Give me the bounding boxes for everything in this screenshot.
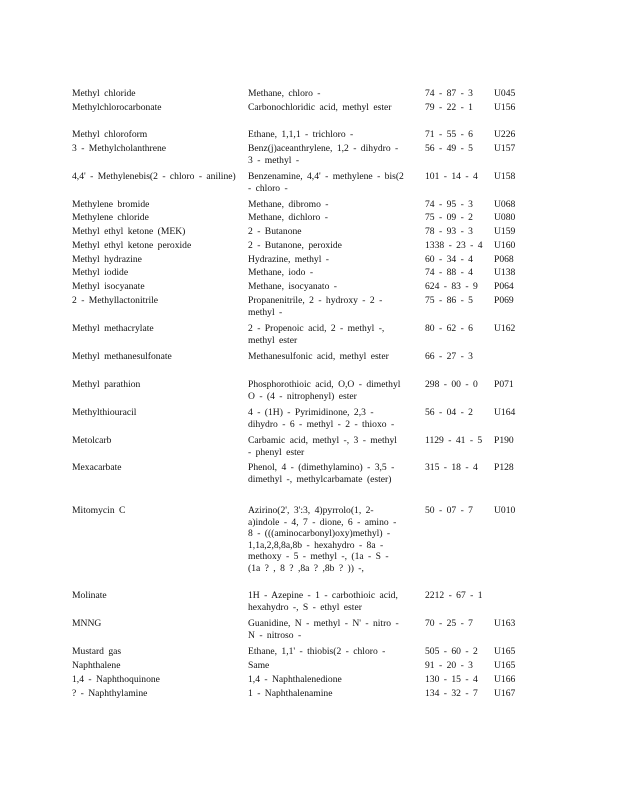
chemical-synonym: Ethane, 1,1' - thiobis(2 - chloro -: [248, 646, 386, 657]
waste-code: P069: [494, 295, 514, 306]
waste-code: U159: [494, 226, 516, 237]
chemical-synonym: 4 - (1H) - Pyrimidinone, 2,3 - dihydro - 6 - methyl - 2 - thioxo -: [248, 407, 395, 430]
chemical-name: Methyl chloroform: [72, 129, 148, 140]
cas-number: 1129 - 41 - 5: [425, 435, 483, 446]
chemical-synonym: 2 - Propenoic acid, 2 - methyl -, methyl ester: [248, 323, 385, 346]
table-row: [0, 688, 618, 728]
chemical-synonym: Methane, dibromo -: [248, 199, 329, 210]
cas-number: 298 - 00 - 0: [425, 379, 478, 390]
chemical-synonym: 1 - Naphthalenamine: [248, 688, 333, 699]
waste-code: U162: [494, 323, 516, 334]
waste-code: U045: [494, 88, 516, 99]
waste-code: P190: [494, 435, 514, 446]
cas-number: 91 - 20 - 3: [425, 660, 473, 671]
chemical-synonym: Methane, iodo -: [248, 267, 314, 278]
chemical-name: Methylene chloride: [72, 212, 149, 223]
cas-number: 56 - 04 - 2: [425, 407, 473, 418]
chemical-name: Mitomycin C: [72, 505, 126, 516]
chemical-synonym: Methane, chloro -: [248, 88, 321, 99]
cas-number: 79 - 22 - 1: [425, 102, 473, 113]
waste-code: U165: [494, 646, 516, 657]
chemical-name: Methyl iodide: [72, 267, 129, 278]
chemical-name: 1,4 - Naphthoquinone: [72, 674, 160, 685]
chemical-synonym: 1H - Azepine - 1 - carbothioic acid, hexahydro -, S - ethyl ester: [248, 590, 398, 613]
waste-code: U226: [494, 129, 516, 140]
waste-code: P064: [494, 281, 514, 292]
chemical-name: 2 - Methyllactonitrile: [72, 295, 159, 306]
cas-number: 315 - 18 - 4: [425, 462, 478, 473]
cas-number: 101 - 14 - 4: [425, 171, 478, 182]
cas-number: 75 - 86 - 5: [425, 295, 473, 306]
cas-number: 505 - 60 - 2: [425, 646, 478, 657]
cas-number: 71 - 55 - 6: [425, 129, 473, 140]
cas-number: 624 - 83 - 9: [425, 281, 478, 292]
chemical-synonym: Hydrazine, methyl -: [248, 254, 329, 265]
chemical-synonym: Carbamic acid, methyl -, 3 - methyl - phenyl ester: [248, 435, 397, 458]
waste-code: U158: [494, 171, 516, 182]
chemical-synonym: Methanesulfonic acid, methyl ester: [248, 351, 389, 362]
cas-number: 74 - 87 - 3: [425, 88, 473, 99]
chemical-name: Naphthalene: [72, 660, 121, 671]
cas-number: 70 - 25 - 7: [425, 618, 473, 629]
waste-code: P068: [494, 254, 514, 265]
waste-code: U166: [494, 674, 516, 685]
chemical-synonym: Methane, dichloro -: [248, 212, 328, 223]
waste-code: U165: [494, 660, 516, 671]
chemical-synonym: Same: [248, 660, 270, 671]
chemical-synonym: Carbonochloridic acid, methyl ester: [248, 102, 392, 113]
table-row: [0, 505, 618, 574]
waste-code: P128: [494, 462, 514, 473]
waste-code: P071: [494, 379, 514, 390]
cas-number: 56 - 49 - 5: [425, 143, 473, 154]
cas-number: 78 - 93 - 3: [425, 226, 473, 237]
waste-code: U080: [494, 212, 516, 223]
chemical-synonym: Benz(j)aceanthrylene, 1,2 - dihydro - 3 - methyl -: [248, 143, 399, 166]
chemical-name: Methylene bromide: [72, 199, 150, 210]
table-row: [0, 462, 618, 502]
chemical-synonym: Propanenitrile, 2 - hydroxy - 2 - methyl -: [248, 295, 383, 318]
chemical-name: Methyl isocyanate: [72, 281, 145, 292]
cas-number: 60 - 34 - 4: [425, 254, 473, 265]
chemical-name: 3 - Methylcholanthrene: [72, 143, 167, 154]
waste-code: U138: [494, 267, 516, 278]
cas-number: 74 - 95 - 3: [425, 199, 473, 210]
chemical-synonym: Methane, isocyanato -: [248, 281, 337, 292]
waste-code: U010: [494, 505, 516, 516]
chemical-synonym: 1,4 - Naphthalenedione: [248, 674, 342, 685]
chemical-synonym: Ethane, 1,1,1 - trichloro -: [248, 129, 354, 140]
chemical-name: 4,4' - Methylenebis(2 - chloro - aniline): [72, 171, 236, 182]
chemical-name: Mexacarbate: [72, 462, 122, 473]
chemical-synonym: 2 - Butanone: [248, 226, 302, 237]
chemical-name: Methyl ethyl ketone (MEK): [72, 226, 186, 237]
chemical-synonym: Azirino(2', 3':3, 4)pyrrolo(1, 2- a)indole - 4, 7 - dione, 6 - amino - 8 - (((aminocarbonyl)oxy)methyl) - 1,1a,2,8,8a,8b - hexahydro - 8a - methoxy - 5 - methyl -, (1a - S - (1a ? , 8 ? ,8a ? ,8b ? )) -,: [248, 505, 397, 574]
cas-number: 74 - 88 - 4: [425, 267, 473, 278]
chemical-name: Methylthiouracil: [72, 407, 137, 418]
chemical-name: Metolcarb: [72, 435, 112, 446]
cas-number: 80 - 62 - 6: [425, 323, 473, 334]
chemical-synonym: Guanidine, N - methyl - N' - nitro - N - nitroso -: [248, 618, 399, 641]
chemical-synonym: 2 - Butanone, peroxide: [248, 240, 342, 251]
chemical-name: Mustard gas: [72, 646, 122, 657]
cas-number: 66 - 27 - 3: [425, 351, 473, 362]
chemical-name: Methyl parathion: [72, 379, 141, 390]
cas-number: 130 - 15 - 4: [425, 674, 478, 685]
cas-number: 134 - 32 - 7: [425, 688, 478, 699]
chemical-name: MNNG: [72, 618, 102, 629]
chemical-name: Methyl methacrylate: [72, 323, 154, 334]
chemical-name: Methyl methanesulfonate: [72, 351, 172, 362]
chemical-name: Methyl hydrazine: [72, 254, 142, 265]
waste-code: U156: [494, 102, 516, 113]
cas-number: 2212 - 67 - 1: [425, 590, 483, 601]
chemical-synonym: Phosphorothioic acid, O,O - dimethyl O - (4 - nitrophenyl) ester: [248, 379, 401, 402]
chemical-name: Methyl chloride: [72, 88, 136, 99]
waste-code: U068: [494, 199, 516, 210]
waste-code: U163: [494, 618, 516, 629]
chemical-synonym: Phenol, 4 - (dimethylamino) - 3,5 - dimethyl -, methylcarbamate (ester): [248, 462, 395, 485]
cas-number: 1338 - 23 - 4: [425, 240, 483, 251]
chemical-name: ? - Naphthylamine: [72, 688, 148, 699]
waste-code: U167: [494, 688, 516, 699]
chemical-synonym: Benzenamine, 4,4' - methylene - bis(2 - chloro -: [248, 171, 404, 194]
chemical-name: Methylchlorocarbonate: [72, 102, 162, 113]
waste-code: U160: [494, 240, 516, 251]
chemical-name: Molinate: [72, 590, 107, 601]
waste-code: U157: [494, 143, 516, 154]
chemical-name: Methyl ethyl ketone peroxide: [72, 240, 192, 251]
waste-code: U164: [494, 407, 516, 418]
cas-number: 50 - 07 - 7: [425, 505, 473, 516]
cas-number: 75 - 09 - 2: [425, 212, 473, 223]
